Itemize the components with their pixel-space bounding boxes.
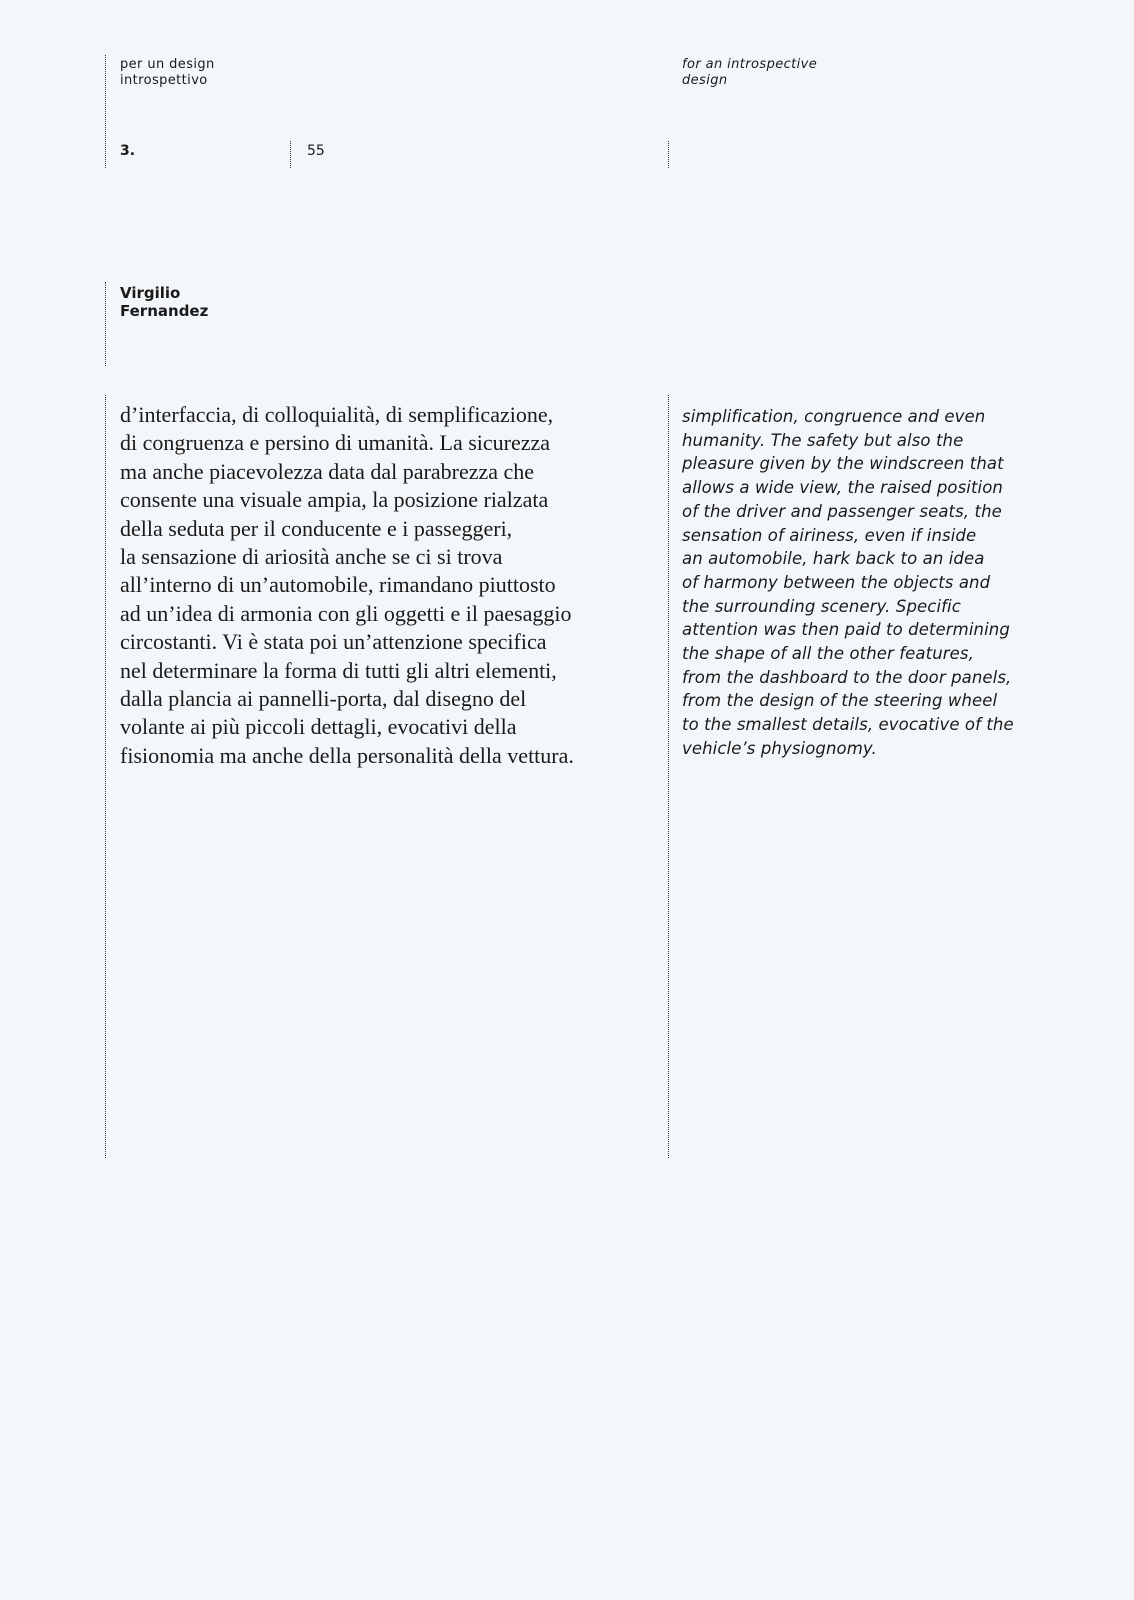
chapter-number: 3. (120, 143, 136, 159)
body-italian-line: dalla plancia ai pannelli-porta, dal disegno del (120, 686, 527, 712)
body-english-line: the surrounding scenery. Specific (682, 596, 961, 616)
chapter-rule-right (668, 141, 669, 168)
body-italian-line: di congruenza e persino di umanità. La sicurezza (120, 430, 551, 456)
body-english-line: humanity. The safety but also the (682, 430, 964, 450)
body-english-line: attention was then paid to determining (682, 620, 1010, 640)
body-english-line: from the design of the steering wheel (682, 691, 998, 711)
header-rule-left (105, 55, 106, 168)
author-last-name: Fernandez (120, 302, 209, 320)
body-english-line: vehicle’s physiognomy. (682, 738, 877, 758)
body-text-italian (120, 401, 660, 770)
body-rule-left (105, 395, 106, 1158)
author-rule (105, 282, 106, 366)
body-italian-line: ma anche piacevolezza data dal parabrezza che (120, 458, 535, 484)
body-italian-line: consente una visuale ampia, la posizione rialzata (120, 487, 549, 513)
body-text-english (682, 405, 1082, 761)
body-italian-line: volante ai più piccoli dettagli, evocativi della (120, 714, 517, 740)
body-italian-line: nel determinare la forma di tutti gli altri elementi, (120, 657, 557, 683)
running-header-italian (120, 57, 320, 89)
page-number: 55 (307, 143, 325, 159)
body-italian-line: all’interno di un’automobile, rimandano piuttosto (120, 572, 556, 598)
body-english-line: allows a wide view, the raised position (682, 478, 1003, 498)
body-italian-line: fisionomia ma anche della personalità della vettura. (120, 742, 574, 768)
author-name (120, 284, 320, 320)
body-rule-right (668, 395, 669, 1158)
body-italian-line: della seduta per il conducente e i passeggeri, (120, 515, 513, 541)
body-english-line: an automobile, hark back to an idea (682, 549, 985, 569)
running-header-english-line: for an introspective (682, 57, 818, 72)
author-first-name: Virgilio (120, 284, 181, 302)
body-english-line: of harmony between the objects and (682, 572, 991, 592)
running-header-english (682, 57, 882, 89)
body-english-line: of the driver and passenger seats, the (682, 501, 1002, 521)
body-english-line: from the dashboard to the door panels, (682, 667, 1012, 687)
body-english-line: to the smallest details, evocative of the (682, 715, 1014, 735)
running-header-english-line: design (682, 73, 728, 88)
body-italian-line: la sensazione di ariosità anche se ci si trova (120, 544, 503, 570)
body-english-line: sensation of airiness, even if inside (682, 525, 977, 545)
running-header-italian-line: per un design (120, 57, 215, 72)
body-italian-line: circostanti. Vi è stata poi un’attenzione specifica (120, 629, 547, 655)
body-english-line: the shape of all the other features, (682, 644, 974, 664)
body-italian-line: d’interfaccia, di colloquialità, di semplificazione, (120, 402, 554, 427)
body-italian-line: ad un’idea di armonia con gli oggetti e il paesaggio (120, 600, 572, 626)
chapter-rule-middle (290, 141, 291, 168)
running-header-italian-line: introspettivo (120, 73, 208, 88)
body-english-line: pleasure given by the windscreen that (682, 454, 1004, 474)
body-english-line: simplification, congruence and even (682, 407, 986, 426)
